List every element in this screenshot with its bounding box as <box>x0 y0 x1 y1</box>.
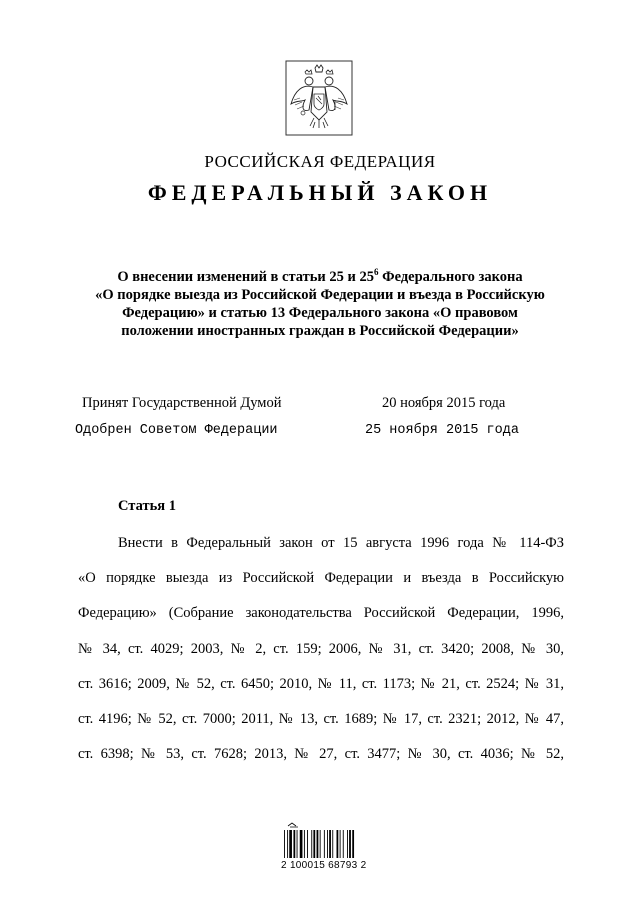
law-title-superscript: 6 <box>374 267 379 278</box>
adopted-by-duma-label: Принят Государственной Думой <box>82 395 282 411</box>
article-line: ст. 6398; № 53, ст. 7628; 2013, № 27, ст. 3477; № 30, ст. 4036; № 52, <box>78 746 564 763</box>
document-type: ФЕДЕРАЛЬНЫЙ ЗАКОН <box>147 180 493 205</box>
article-line: «О порядке выезда из Российской Федерации и въезда в Российскую <box>78 570 564 587</box>
law-title <box>80 268 560 340</box>
article-body <box>78 534 564 780</box>
approved-by-council-label: Одобрен Советом Федерации <box>75 423 278 438</box>
law-title-line-3: Федерацию» и статью 13 Федерального закона «О правовом <box>122 305 518 321</box>
article-line: № 34, ст. 4029; 2003, № 2, ст. 159; 2006, № 31, ст. 3420; 2008, № 30, <box>78 640 564 657</box>
article-line: Федерацию» (Собрание законодательства Российской Федерации, 1996, <box>78 605 564 622</box>
law-title-line-1 <box>80 268 560 286</box>
law-title-line-2: «О порядке выезда из Российской Федерации и въезда в Российскую <box>95 287 545 303</box>
law-title-line-1-end: Федерального закона <box>378 269 523 285</box>
law-title-line-1-text: О внесении изменений в статьи 25 и 25 <box>117 269 374 285</box>
russian-coat-of-arms-icon <box>285 60 353 136</box>
article-line: ст. 3616; 2009, № 52, ст. 6450; 2010, № 11, ст. 1173; № 21, ст. 2524; № 31, <box>78 675 564 692</box>
country-name: РОССИЙСКАЯ ФЕДЕРАЦИЯ <box>204 152 436 171</box>
article-line: Внести в Федеральный закон от 15 августа 1996 года № 114-ФЗ <box>118 535 564 551</box>
law-title-line-4: положении иностранных граждан в Российской Федерации» <box>121 323 519 339</box>
approved-date: 25 ноября 2015 года <box>365 423 519 438</box>
adopted-date: 20 ноября 2015 года <box>382 395 506 411</box>
article-line: ст. 4196; № 52, ст. 7000; 2011, № 13, ст. 1689; № 17, ст. 2321; 2012, № 47, <box>78 710 564 727</box>
barcode-number: 2 100015 68793 2 <box>281 860 367 871</box>
article-title: Статья 1 <box>118 498 176 514</box>
